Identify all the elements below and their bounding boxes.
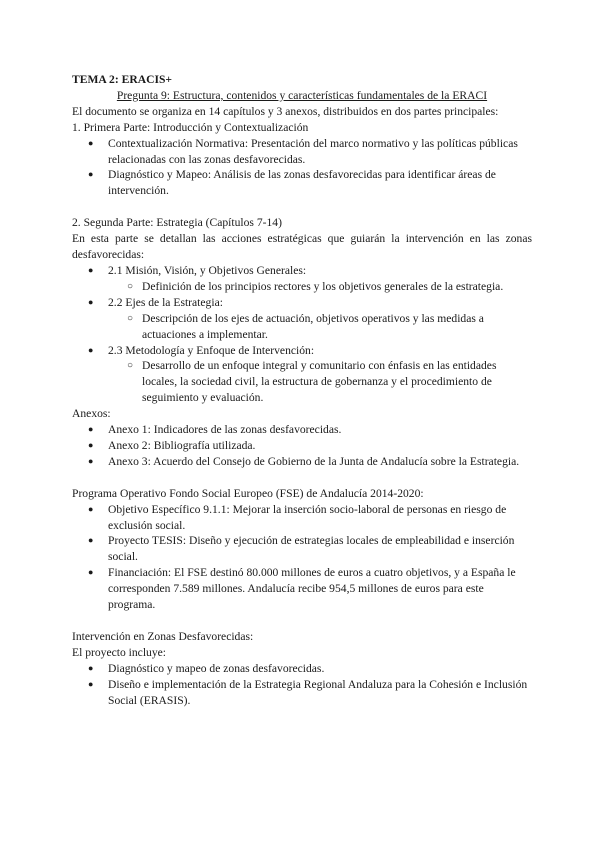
- intro-paragraph: El documento se organiza en 14 capítulos y 3 anexos, distribuidos en dos partes principales:: [72, 104, 499, 118]
- bullet-icon: [88, 167, 93, 183]
- sub-list-item: ○ Descripción de los ejes de actuación, objetivos operativos y las medidas a actuaciones a implementar.: [72, 311, 532, 343]
- list-item: ● Anexo 1: Indicadores de las zonas desfavorecidas.: [72, 422, 532, 438]
- list-item: ● Contextualización Normativa: Presentación del marco normativo y las políticas públicas relacionadas con las zonas desfavorecidas.: [72, 136, 532, 168]
- bullet-icon: [88, 661, 93, 677]
- fse-list: [72, 502, 532, 613]
- sub-list-item: ○ Definición de los principios rectores y los objetivos generales de la estrategia.: [72, 279, 532, 295]
- list-item: ● Proyecto TESIS: Diseño y ejecución de estrategias locales de empleabilidad e inserción social.: [72, 533, 532, 565]
- bullet-icon: [88, 502, 93, 518]
- list-item: ● Financiación: El FSE destinó 80.000 millones de euros a cuatro objetivos, y a España le corresponden 7.589 millones. Andalucía recibe 954,5 millones de euros para este programa.: [72, 565, 532, 613]
- bullet-icon: [88, 136, 93, 152]
- annexes-list: [72, 422, 532, 470]
- circle-bullet-icon: [127, 358, 133, 374]
- zones-list: [72, 661, 532, 709]
- document-title: TEMA 2: ERACIS+: [72, 73, 173, 86]
- spacer: [72, 470, 532, 486]
- list-item: ● Diseño e implementación de la Estrategia Regional Andaluza para la Cohesión e Inclusión Social (ERASIS).: [72, 677, 532, 709]
- part1-heading: 1. Primera Parte: Introducción y Contextualización: [72, 120, 309, 134]
- bullet-icon: [88, 343, 93, 359]
- part2-list: [72, 263, 532, 406]
- part1-list: [72, 136, 532, 200]
- bullet-icon: [88, 533, 93, 549]
- spacer: [72, 613, 532, 629]
- list-item: ● Diagnóstico y mapeo de zonas desfavorecidas.: [72, 661, 532, 677]
- zones-heading: Intervención en Zonas Desfavorecidas:: [72, 630, 254, 643]
- zones-intro: El proyecto incluye:: [72, 645, 167, 659]
- part2-heading: 2. Segunda Parte: Estrategia (Capítulos 7-14): [72, 216, 282, 230]
- list-item: ● 2.2 Ejes de la Estrategia:: [72, 295, 532, 311]
- bullet-icon: [88, 454, 93, 470]
- list-item: ● Objetivo Específico 9.1.1: Mejorar la inserción socio-laboral de personas en riesgo de exclusión social.: [72, 502, 532, 534]
- circle-bullet-icon: [127, 311, 133, 327]
- spacer: [72, 199, 532, 215]
- list-item: ● 2.1 Misión, Visión, y Objetivos Generales:: [72, 263, 532, 279]
- bullet-icon: [88, 422, 93, 438]
- list-item: ● Diagnóstico y Mapeo: Análisis de las zonas desfavorecidas para identificar áreas de intervención.: [72, 167, 532, 199]
- question-subtitle: Pregunta 9: Estructura, contenidos y características fundamentales de la ERACI: [116, 88, 488, 102]
- bullet-icon: [88, 677, 93, 693]
- list-item: ● 2.3 Metodología y Enfoque de Intervención:: [72, 343, 532, 359]
- annexes-heading: Anexos:: [72, 407, 111, 421]
- bullet-icon: [88, 565, 93, 581]
- part2-intro: En esta parte se detallan las acciones estratégicas que guiarán la intervención en las zonas desfavorecidas:: [72, 232, 532, 262]
- fse-heading: Programa Operativo Fondo Social Europeo (FSE) de Andalucía 2014-2020:: [72, 486, 424, 500]
- sub-list-item: ○ Desarrollo de un enfoque integral y comunitario con énfasis en las entidades locales, la sociedad civil, la estructura de gobernanza y el procedimiento de seguimiento y evaluación.: [72, 358, 532, 406]
- list-item: ● Anexo 2: Bibliografía utilizada.: [72, 438, 532, 454]
- document-page: [72, 72, 532, 709]
- bullet-icon: [88, 295, 93, 311]
- list-item: ● Anexo 3: Acuerdo del Consejo de Gobierno de la Junta de Andalucía sobre la Estrategia.: [72, 454, 532, 470]
- bullet-icon: [88, 263, 93, 279]
- circle-bullet-icon: [127, 279, 133, 295]
- bullet-icon: [88, 438, 93, 454]
